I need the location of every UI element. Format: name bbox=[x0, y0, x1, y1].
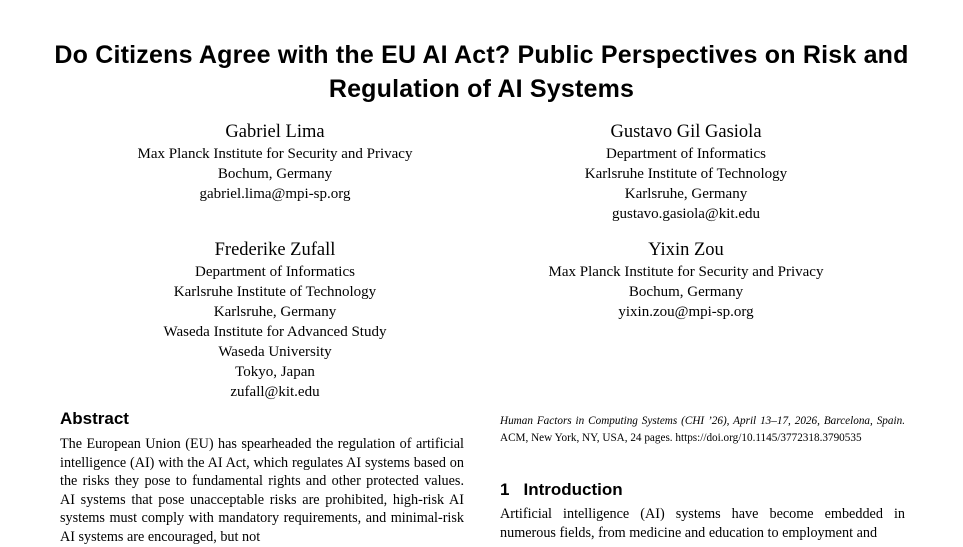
reference-format bbox=[500, 413, 905, 448]
author-email: yixin.zou@mpi-sp.org bbox=[618, 304, 754, 320]
abstract-heading: Abstract bbox=[60, 409, 129, 428]
reference-venue: Human Factors in Computing Systems (CHI ’26), April 13–17, 2026, Barcelona, Spain. bbox=[500, 415, 905, 427]
author-affiliation-secondary: Waseda Institute for Advanced Study bbox=[163, 324, 387, 340]
section-title: Introduction bbox=[523, 480, 623, 499]
author-department: Department of Informatics bbox=[195, 264, 355, 280]
author-email: gustavo.gasiola@kit.edu bbox=[612, 206, 760, 222]
introduction-text: Artificial intelligence (AI) systems have become embedded in numerous fields, from medicine and education to employment and bbox=[500, 506, 905, 541]
author-block bbox=[60, 238, 490, 402]
author-location: Karlsruhe, Germany bbox=[213, 304, 337, 320]
author-block bbox=[471, 120, 901, 224]
author-name: Gabriel Lima bbox=[225, 122, 325, 142]
author-department: Department of Informatics bbox=[606, 146, 766, 162]
author-affiliation: Karlsruhe Institute of Technology bbox=[173, 284, 377, 300]
author-university: Waseda University bbox=[218, 344, 332, 360]
author-affiliation: Max Planck Institute for Security and Privacy bbox=[548, 264, 824, 280]
author-location: Karlsruhe, Germany bbox=[624, 186, 748, 202]
author-location: Bochum, Germany bbox=[628, 284, 744, 300]
author-location-secondary: Tokyo, Japan bbox=[235, 364, 315, 380]
author-email: gabriel.lima@mpi-sp.org bbox=[199, 186, 351, 202]
author-email: zufall@kit.edu bbox=[230, 384, 320, 400]
reference-details: ACM, New York, NY, USA, 24 pages. https://doi.org/10.1145/3772318.3790535 bbox=[500, 432, 862, 445]
abstract-text: The European Union (EU) has spearheaded the regulation of artificial intelligence (AI) with the AI Act, which regulates AI systems based on the risks they pose to fundamental rights and other protected values. AI systems that pose unacceptable risks are prohibited, high-risk AI systems must comply with mandatory requirements, and minimal-risk AI systems are encouraged, but not bbox=[60, 436, 464, 545]
author-affiliation: Max Planck Institute for Security and Privacy bbox=[137, 146, 413, 162]
author-affiliation: Karlsruhe Institute of Technology bbox=[584, 166, 788, 182]
paper-title: Do Citizens Agree with the EU AI Act? Public Perspectives on Risk and Regulation of AI Systems bbox=[54, 41, 909, 103]
author-location: Bochum, Germany bbox=[217, 166, 333, 182]
author-block bbox=[60, 120, 490, 204]
author-name: Yixin Zou bbox=[648, 240, 724, 260]
section-heading-introduction bbox=[500, 480, 623, 500]
author-block bbox=[471, 238, 901, 322]
author-name: Gustavo Gil Gasiola bbox=[610, 122, 762, 142]
section-number: 1 bbox=[500, 480, 510, 499]
author-name: Frederike Zufall bbox=[214, 240, 336, 260]
